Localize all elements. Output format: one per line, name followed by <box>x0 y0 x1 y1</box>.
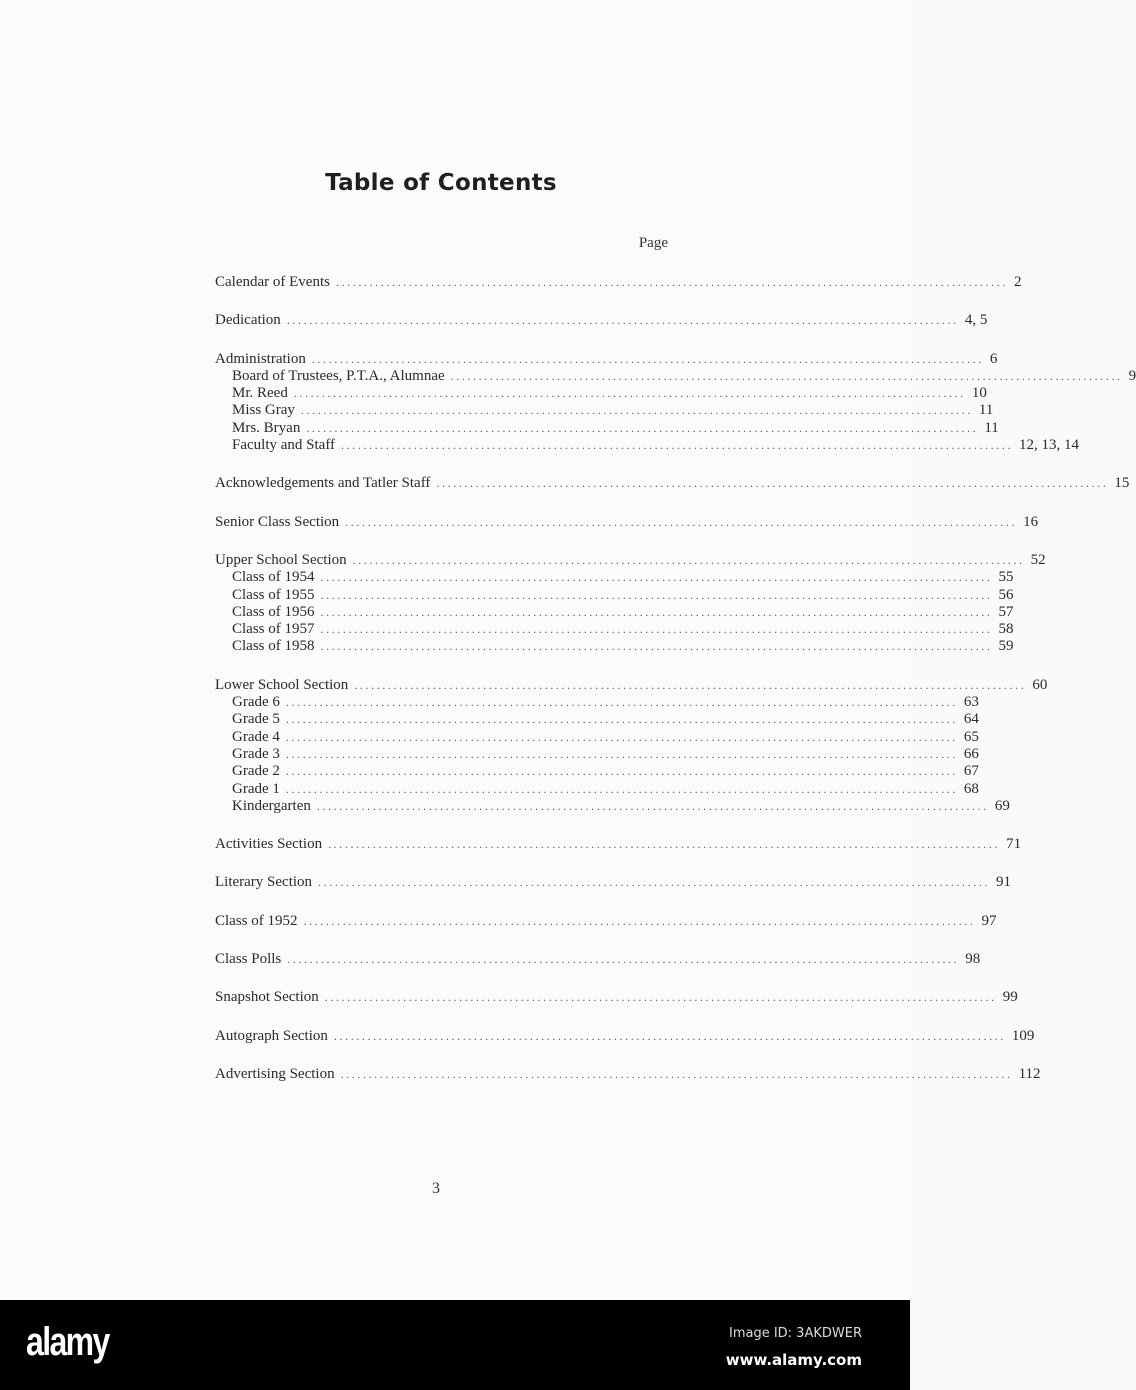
toc-entry <box>215 874 1012 891</box>
toc-group <box>215 551 1046 656</box>
toc-subentry <box>215 402 994 419</box>
entry-title: Lower School Section <box>215 676 349 693</box>
toc-entry <box>215 274 1022 291</box>
leader-dots: ........................................................................................................................ <box>316 798 989 813</box>
entry-page: 57 <box>998 603 1014 620</box>
entry-title: Dedication <box>215 312 281 329</box>
toc-subentry <box>215 419 999 437</box>
toc-entry <box>215 676 1048 694</box>
entry-title: Mrs. Bryan <box>232 419 301 436</box>
entry-title: Grade 3 <box>232 745 280 762</box>
leader-dots: ........................................................................................................................ <box>324 990 997 1005</box>
toc-entry <box>215 350 998 368</box>
alamy-logo: alamy <box>26 1320 109 1364</box>
leader-dots: ........................................................................................................................ <box>287 952 960 967</box>
toc-subentry <box>215 797 1010 815</box>
entry-title: Snapshot Section <box>215 989 319 1006</box>
page-title: Table of Contents <box>325 170 557 196</box>
toc-entry <box>215 513 1039 531</box>
leader-dots: ........................................................................................................................ <box>285 764 958 779</box>
entry-page: 2 <box>1013 274 1022 290</box>
entry-page: 4, 5 <box>964 312 988 329</box>
toc-subentry <box>215 569 1014 586</box>
entry-title: Autograph Section <box>215 1027 328 1044</box>
entry-title: Grade 1 <box>232 780 280 797</box>
entry-title: Board of Trustees, P.T.A., Alumnae <box>232 367 445 384</box>
leader-dots: ........................................................................................................................ <box>285 729 958 744</box>
toc-subentry <box>215 780 979 798</box>
entry-title: Grade 2 <box>232 763 280 780</box>
entry-title: Senior Class Section <box>215 513 340 530</box>
leader-dots: ........................................................................................................................ <box>300 403 973 418</box>
toc-subentry <box>215 694 979 711</box>
entry-title: Acknowledgements and Tatler Staff <box>215 475 431 492</box>
entry-title: Class of 1952 <box>215 912 298 929</box>
entry-page: 11 <box>978 402 994 419</box>
entry-page: 71 <box>1006 836 1022 853</box>
entry-title: Kindergarten <box>232 797 311 814</box>
leader-dots: ........................................................................................................................ <box>345 514 1018 529</box>
leader-dots: ........................................................................................................................ <box>335 275 1008 289</box>
watermark-url: www.alamy.com <box>725 1351 862 1369</box>
entry-page: 6 <box>989 350 998 367</box>
toc-group <box>215 951 981 968</box>
leader-dots: ........................................................................................................................ <box>341 438 1014 453</box>
toc-group <box>215 350 1136 455</box>
toc-subentry <box>215 745 979 763</box>
entry-page: 65 <box>963 728 979 745</box>
entry-title: Activities Section <box>215 836 323 853</box>
page-number: 3 <box>432 1180 440 1197</box>
page-column-header: Page <box>638 235 668 251</box>
entry-page: 52 <box>1030 551 1046 568</box>
toc-group <box>215 989 1018 1006</box>
toc-group <box>215 312 988 329</box>
entry-page: 11 <box>984 419 999 436</box>
entry-page: 64 <box>963 711 979 728</box>
leader-dots: ........................................................................................................................ <box>318 875 991 890</box>
leader-dots: ........................................................................................................................ <box>293 386 966 401</box>
entry-page: 66 <box>963 745 979 762</box>
entry-title: Miss Gray <box>232 402 295 419</box>
toc-subentry <box>215 728 979 746</box>
toc-subentry <box>215 711 979 728</box>
leader-dots: ........................................................................................................................ <box>285 695 958 710</box>
leader-dots: ........................................................................................................................ <box>320 604 993 619</box>
leader-dots: ........................................................................................................................ <box>285 781 958 796</box>
toc-group <box>215 513 1039 531</box>
entry-page: 112 <box>1018 1065 1041 1082</box>
leader-dots: ........................................................................................................................ <box>333 1028 1006 1043</box>
entry-page: 67 <box>963 763 979 780</box>
toc-group <box>215 676 1048 815</box>
entry-page: 58 <box>998 621 1014 638</box>
toc-entry <box>215 1065 1041 1083</box>
entry-title: Class of 1958 <box>232 638 315 655</box>
entry-page: 91 <box>996 874 1012 891</box>
leader-dots: ........................................................................................................................ <box>436 476 1109 491</box>
entry-title: Grade 6 <box>232 694 280 711</box>
toc-group <box>215 836 1022 853</box>
entry-page: 98 <box>965 951 981 968</box>
entry-page: 69 <box>994 797 1010 814</box>
toc-entry <box>215 989 1018 1006</box>
entry-page: 56 <box>998 586 1014 603</box>
toc-subentry <box>215 603 1014 621</box>
leader-dots: ........................................................................................................................ <box>306 420 979 435</box>
entry-title: Class of 1955 <box>232 586 315 603</box>
table-of-contents <box>215 274 1136 1083</box>
entry-title: Calendar of Events <box>215 274 330 290</box>
leader-dots: ........................................................................................................................ <box>286 313 959 328</box>
leader-dots: ........................................................................................................................ <box>328 837 1001 852</box>
entry-title: Class Polls <box>215 951 282 968</box>
toc-subentry <box>215 621 1014 638</box>
entry-title: Faculty and Staff <box>232 437 336 454</box>
entry-title: Upper School Section <box>215 551 347 568</box>
toc-group <box>215 912 997 930</box>
entry-page: 109 <box>1011 1027 1035 1044</box>
toc-entry <box>215 912 997 930</box>
leader-dots: ........................................................................................................................ <box>285 746 958 761</box>
image-id: Image ID: 3AKDWER <box>728 1326 862 1341</box>
leader-dots: ........................................................................................................................ <box>354 677 1027 692</box>
entry-page: 60 <box>1032 676 1048 693</box>
entry-title: Grade 4 <box>232 728 280 745</box>
entry-title: Grade 5 <box>232 711 280 728</box>
leader-dots: ........................................................................................................................ <box>352 552 1025 567</box>
entry-page: 10 <box>971 385 987 402</box>
toc-entry <box>215 836 1022 853</box>
entry-page: 55 <box>998 569 1014 586</box>
toc-group <box>215 274 1022 291</box>
leader-dots: ........................................................................................................................ <box>320 570 993 585</box>
toc-subentry <box>215 385 987 402</box>
toc-group <box>215 1065 1041 1083</box>
toc-subentry <box>215 437 1080 454</box>
entry-page: 9 <box>1128 367 1136 384</box>
entry-page: 97 <box>981 912 997 929</box>
toc-entry <box>215 951 981 968</box>
entry-page: 12, 13, 14 <box>1019 437 1080 454</box>
toc-subentry <box>215 638 1014 655</box>
entry-page: 15 <box>1114 475 1130 492</box>
toc-entry <box>215 475 1130 492</box>
entry-page: 99 <box>1002 989 1018 1006</box>
toc-entry <box>215 312 988 329</box>
leader-dots: ........................................................................................................................ <box>303 913 976 928</box>
watermark-bar <box>0 1300 910 1390</box>
entry-page: 59 <box>998 638 1014 655</box>
toc-subentry <box>215 367 1136 385</box>
entry-title: Mr. Reed <box>232 385 288 402</box>
leader-dots: ........................................................................................................................ <box>311 351 984 366</box>
leader-dots: ........................................................................................................................ <box>450 368 1123 383</box>
entry-title: Literary Section <box>215 874 313 891</box>
entry-title: Class of 1957 <box>232 621 315 638</box>
leader-dots: ........................................................................................................................ <box>340 1066 1013 1081</box>
toc-entry <box>215 551 1046 569</box>
entry-title: Class of 1956 <box>232 603 315 620</box>
entry-page: 63 <box>963 694 979 711</box>
toc-subentry <box>215 586 1014 604</box>
toc-group <box>215 475 1130 492</box>
toc-subentry <box>215 763 979 780</box>
entry-page: 68 <box>963 780 979 797</box>
leader-dots: ........................................................................................................................ <box>320 587 993 602</box>
toc-group <box>215 1027 1035 1045</box>
entry-page: 16 <box>1023 513 1039 530</box>
toc-group <box>215 874 1012 891</box>
leader-dots: ........................................................................................................................ <box>320 622 993 637</box>
leader-dots: ........................................................................................................................ <box>285 712 958 727</box>
entry-title: Advertising Section <box>215 1065 335 1082</box>
entry-title: Class of 1954 <box>232 569 315 586</box>
toc-entry <box>215 1027 1035 1045</box>
entry-title: Administration <box>215 350 306 367</box>
leader-dots: ........................................................................................................................ <box>320 639 993 654</box>
